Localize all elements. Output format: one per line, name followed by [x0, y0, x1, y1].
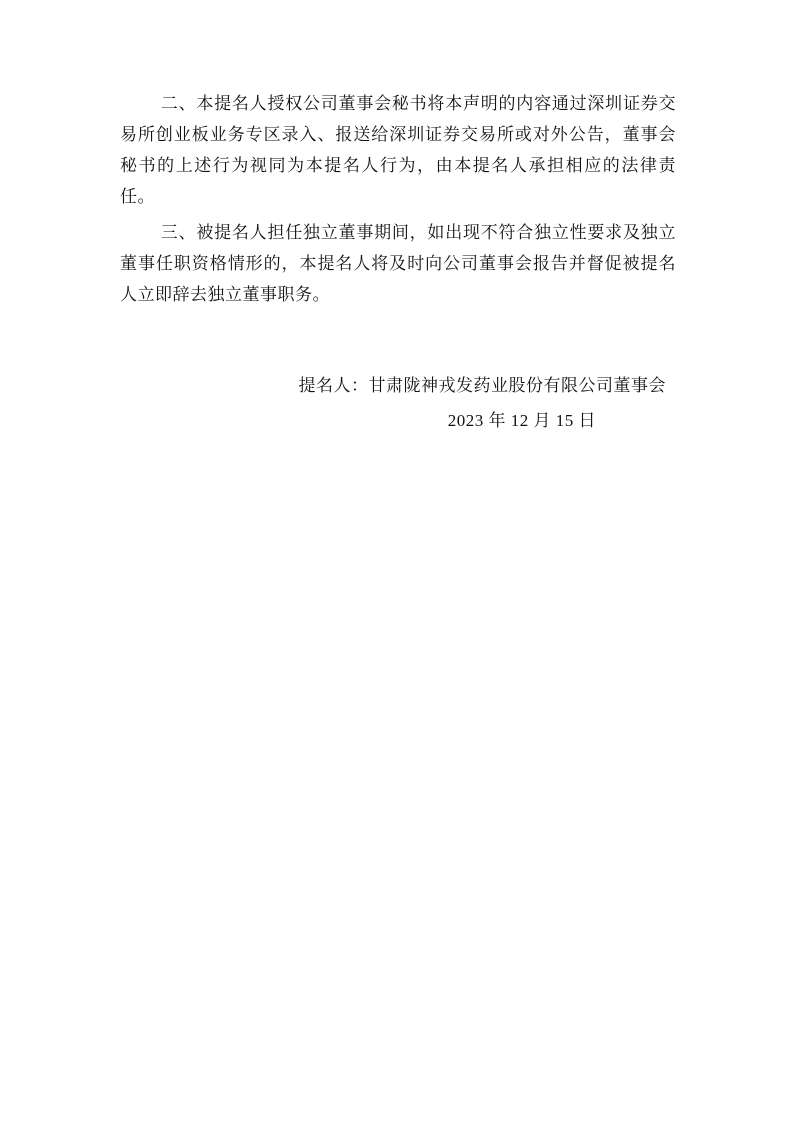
signature-block: [120, 370, 676, 436]
paragraph-item-two: 二、本提名人授权公司董事会秘书将本声明的内容通过深圳证券交易所创业板业务专区录入、报送给深圳证券交易所或对外公告，董事会秘书的上述行为视同为本提名人行为，由本提名人承担相应的法律责任。: [120, 94, 676, 206]
paragraph-item-three: 三、被提名人担任独立董事期间，如出现不符合独立性要求及独立董事任职资格情形的，本提名人将及时向公司董事会报告并督促被提名人立即辞去独立董事职务。: [120, 223, 676, 304]
document-body: [120, 88, 676, 436]
nominator-signature-line: 提名人：甘肃陇神戎发药业股份有限公司董事会: [298, 376, 666, 395]
signature-date: 2023 年 12 月 15 日: [447, 411, 596, 430]
